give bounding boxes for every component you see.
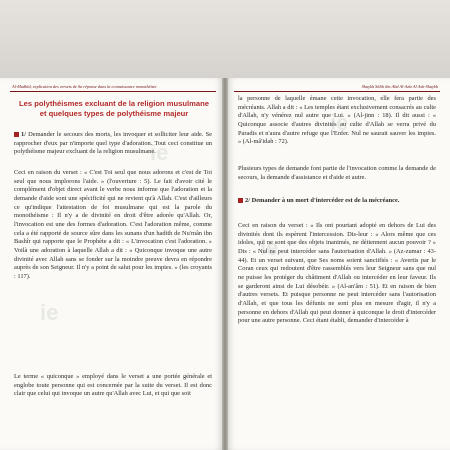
- para-number: 2/: [245, 197, 250, 204]
- left-paragraph-2: Ceci en raison du verset : « C'est Toi seul que nous adorons et c'est de Toi seul que nous implorons l'aide. » (l'ouverture : 5). Le fait d'avoir cité le complément d'objet direct avant le verbe nous informe que l'adoration et la demande d'aide sont une spécificité qui ne revient qu'à Allah. C'est d'ailleurs ce qu'indique l'attestation de foi musulmane qui est la parole du monothéisme : Il n'y a de divinité en droit d'être adorée qu'Allah. Or, l'invocation est une des formes d'adoration. C'est l'adoration même, comme cela a été rapporté de source sûre dans les sunans d'un hadith de Nu'mân ibn Bashîr qui rapporte que le Prophète a dit : « L'invocation c'est l'adoration. » Voilà une adoration à laquelle Allah a dit : « Quiconque invoque une autre divinité avec Allah sans se fonder sur la moindre preuve devra en répondre auprès de son Seigneur. Il n'y a point de salut pour les impies. » (les croyants : 117).: [14, 169, 212, 280]
- left-para1-text: Demander le secours des morts, les invoquer et solliciter leur aide. Se rapprocher d'eux par n'importe quel type d'adoration. Tout ceci constitue un polythéisme majeur excluant de la religion musulmane.: [14, 131, 212, 156]
- section-marker: [238, 198, 243, 203]
- watermark: ie: [40, 300, 59, 325]
- right-paragraph-3: [238, 197, 436, 206]
- section-title: Les polythéismes excluant de la religion musulmane et quelques types de polythéisme majeur: [19, 99, 209, 118]
- book-gutter: [222, 78, 228, 450]
- right-running-head: Shaykh Sâlih ibn Abd Al-Azîz Al Ash-Shaykh: [361, 84, 438, 89]
- left-head-rule: [10, 91, 216, 92]
- left-paragraph-3: Le terme « quiconque » employé dans le verset a une portée générale et englobe toute personne qui est concernée par la suite du verset. Il est donc clair que celui qui invoque un autre qu'Allah avec Lui, et qui que soit: [14, 373, 212, 398]
- watermark: ie: [260, 235, 279, 260]
- section-marker: [14, 132, 19, 137]
- right-para3-text: Demander à un mort d'intercéder est de la mécréance.: [251, 197, 400, 204]
- right-paragraph-4: Ceci en raison du verset : « Ils ont pourtant adopté en dehors de Lui des divinités dont ils espèrent l'intercession. Dis-leur : « Alors même que ces idoles, qui ne sont que des objets inanimés, ne détiennent aucun pouvoir ? » Dis : « Nul ne peut intercéder sans l'autorisation d'Allah. » (Az-zumar : 43-44). Et un verset suivant, que Ses noms soient sanctifiés : « Avertis par le Coran ceux qui redoutent d'être rassemblés vers leur Seigneur sans que nul ne puisse les protéger du châtiment d'Allah ou intercéder en leur faveur. Ils se garderont ainsi de Lui désobéir. » (Al-an'âm : 51). Et en raison de bien d'autres versets. Et puisque personne ne peut intercéder sans l'autorisation d'Allah, et que tous les défunts ne sont plus en mesure d'agir, il n'y a personne en dehors d'Allah qui peut donner à quiconque le droit d'intercéder pour une autre personne. Ceci étant établi, demander d'intercéder à: [238, 222, 436, 325]
- left-running-head: Al-Mudhîd, explication des versets de Sa réponse dans la connaissance monothéiste: [12, 84, 157, 89]
- right-head-rule: [234, 91, 440, 92]
- para-number: 1/: [21, 131, 26, 138]
- right-paragraph-2: Plusieurs types de demande font partie de l'invocation comme la demande de secours, la demande d'assistance et d'aide et autre.: [238, 165, 436, 181]
- right-paragraph-1: la personne de laquelle émane cette invocation, elle fera partie des mécréants. Allah a dit : « Les temples étant exclusivement consacrés au culte d'Allah, n'y vénérez nul autre que Lui. » (Al-jinn : 18). Il dit aussi : « Quiconque associe d'autres divinités au culte d'Allah se verra privé du Paradis et n'aura d'autre refuge que l'Enfer. Nul ne saurait sauver les impies. » (Al-mâ'idah : 72).: [238, 95, 436, 146]
- watermark: ie: [330, 110, 349, 135]
- left-paragraph-1: [14, 131, 212, 157]
- background: [0, 0, 450, 78]
- watermark: ie: [150, 140, 169, 165]
